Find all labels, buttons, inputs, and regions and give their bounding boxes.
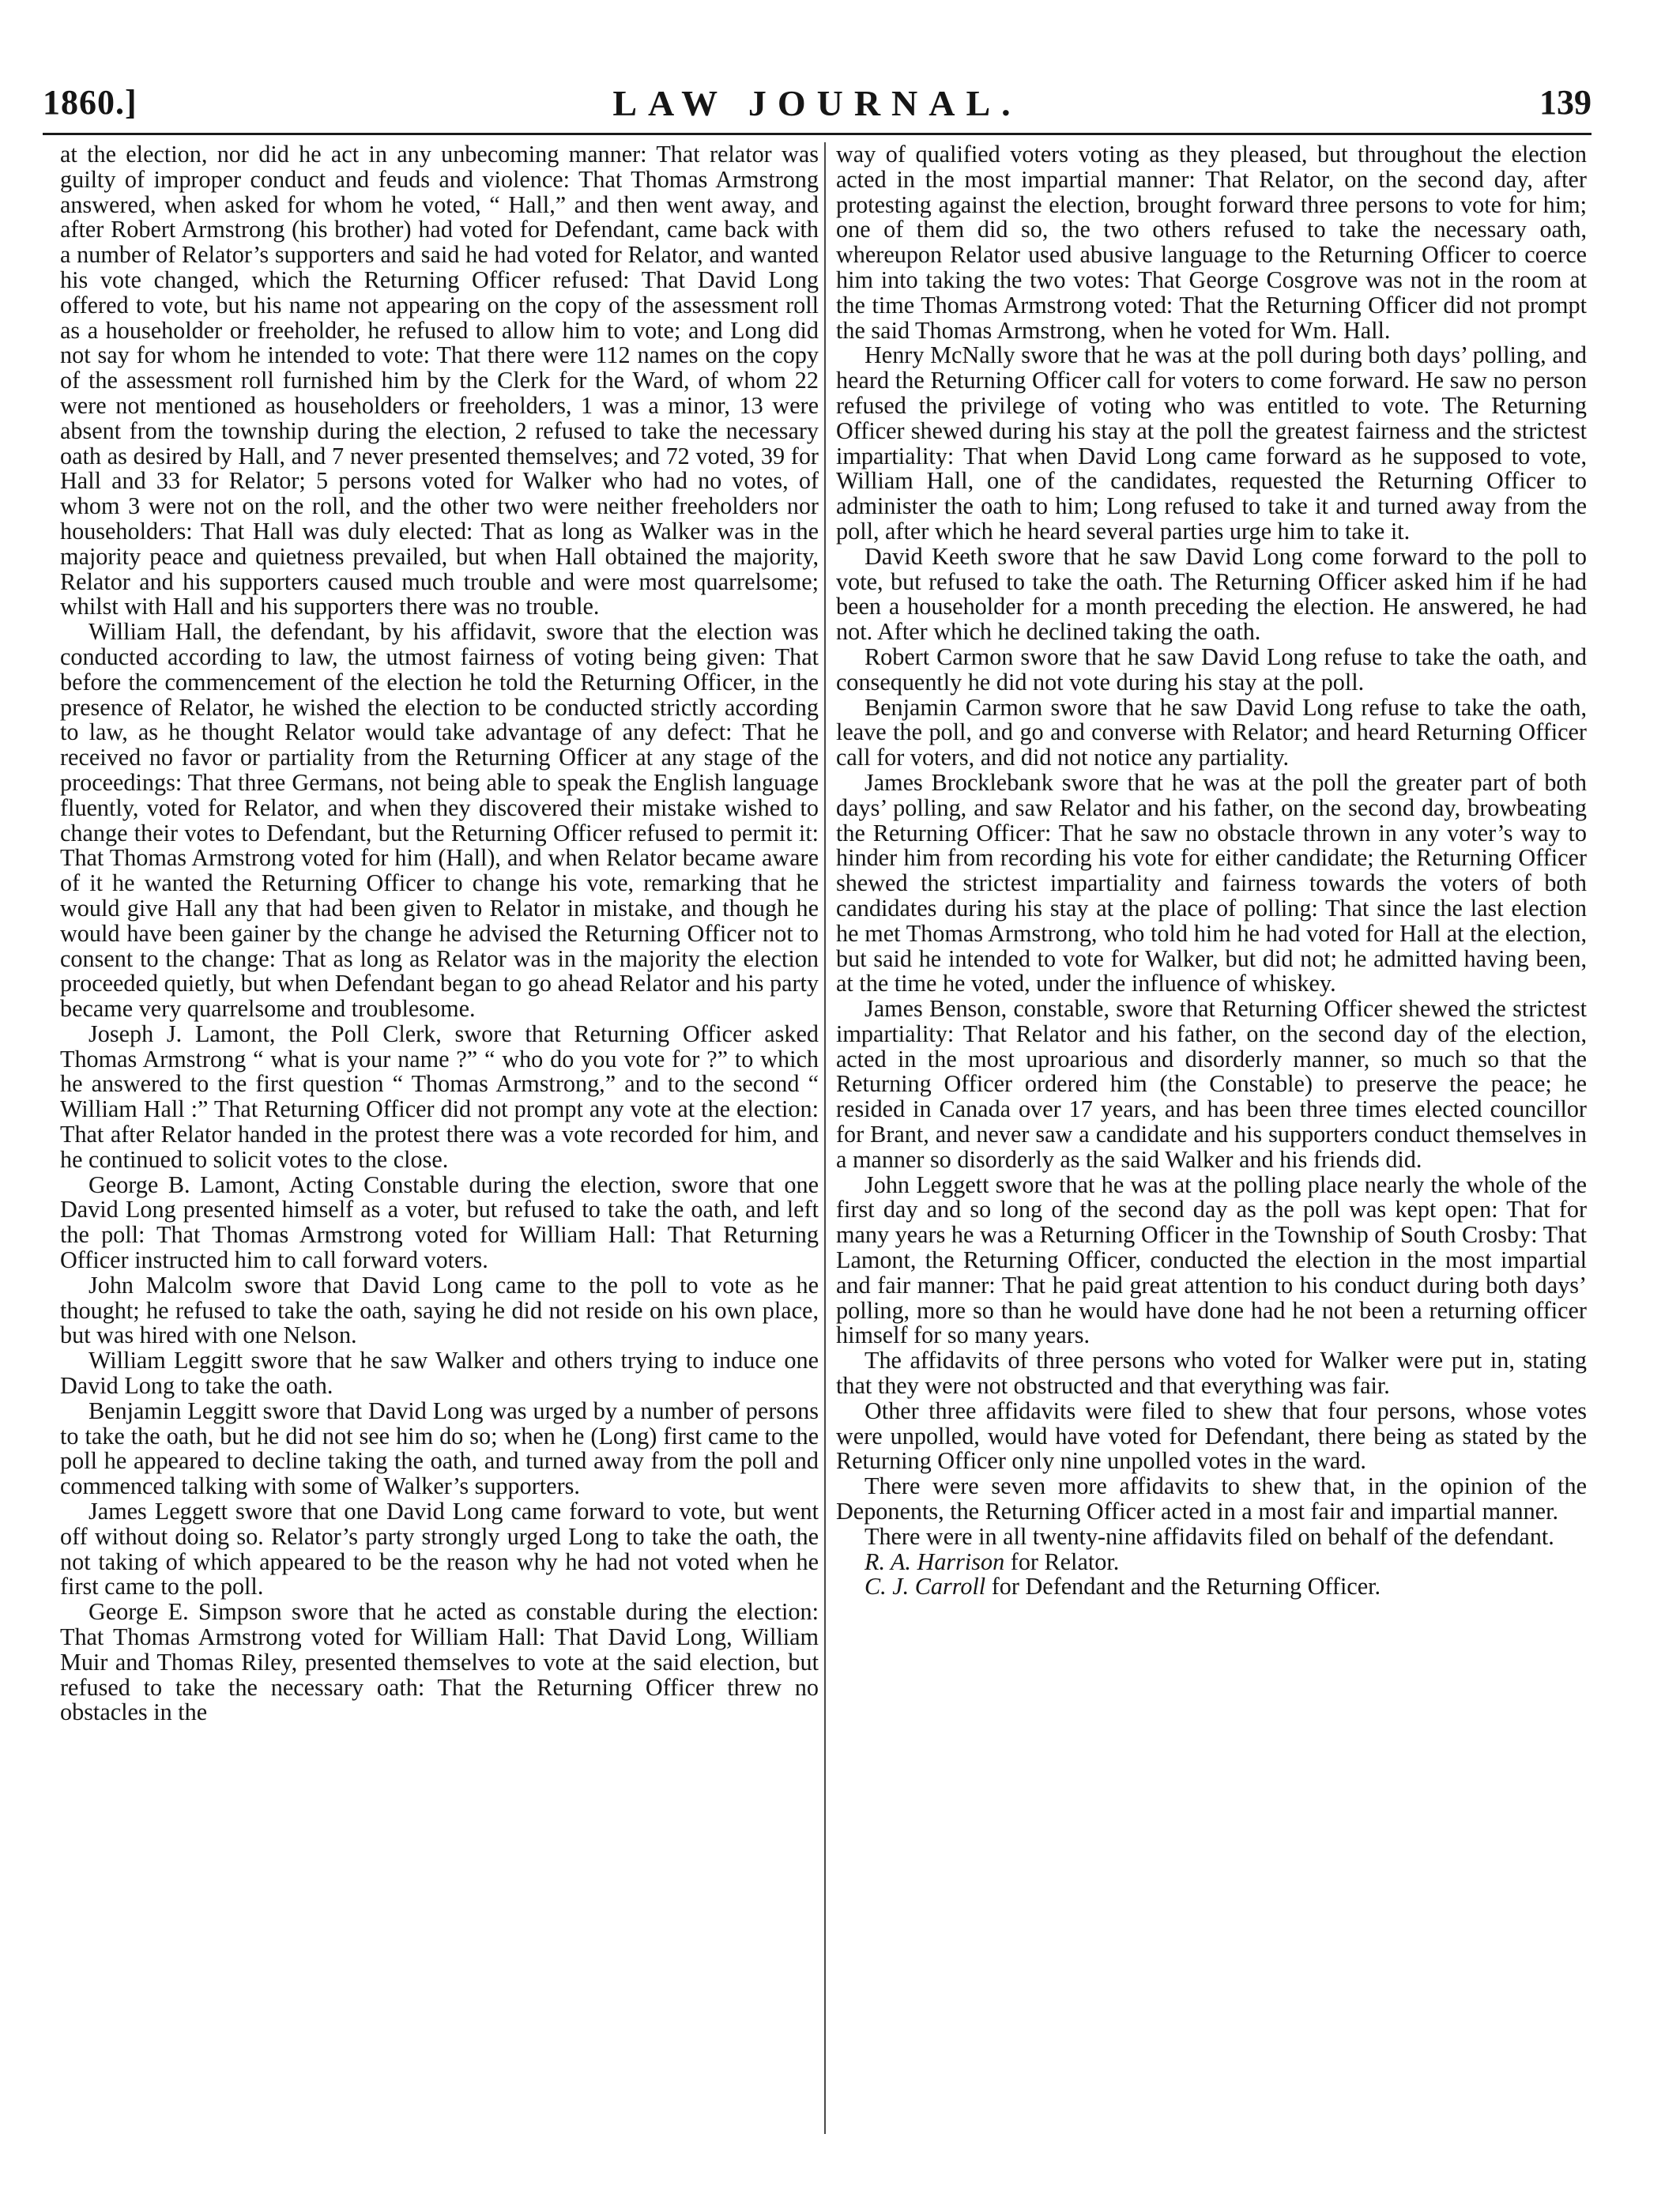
header-year: 1860.]: [43, 83, 137, 122]
right-column: [836, 142, 1587, 2150]
paragraph: Benjamin Leggitt swore that David Long was urged by a number of persons to take the oath, but he did not see him do so; when he (Long) first came to the poll he appeared to decline taking the oath, and turned away from the poll and commenced talking with some of Walker’s supporters.: [60, 1397, 819, 1500]
header-rule: [43, 133, 1591, 135]
paragraph: at the election, nor did he act in any unbecoming manner: That relator was guilty of improper conduct and feuds and violence: That Thomas Armstrong answered, when asked for whom he voted, “ Hall,” and then went away, and after Robert Armstrong (his brother) had voted for Defendant, came back with a number of Relator’s supporters and said he had voted for Relator, and wanted his vote changed, which the Returning Officer refused: That David Long offered to vote, but his name not appearing on the copy of the assessment roll as a householder or freeholder, he refused to allow him to vote; and Long did not say for whom he intended to vote: That there were 112 names on the copy of the assessment roll furnished him by the Clerk for the Ward, of whom 22 were not mentioned as householders or freeholders, 1 was a minor, 13 were absent from the township during the election, 2 refused to take the necessary oath as desired by Hall, and 7 never presented themselves; and 72 voted, 39 for Hall and 33 for Relator; 5 persons voted for Walker who had no votes, of whom 3 were not on the roll, and the other two were neither freeholders nor householders: That Hall was duly elected: That as long as Walker was in the majority peace and quietness prevailed, but when Hall obtained the majority, Relator and his supporters caused much trouble and were most quarrelsome; whilst with Hall and his supporters there was no trouble.: [60, 142, 819, 620]
page-number: 139: [1539, 83, 1591, 122]
paragraph: George E. Simpson swore that he acted as constable during the election: That Thomas Armstrong voted for William Hall: That David Long, William Muir and Thomas Riley, presented themselves to vote at the said election, but refused to take the necessary oath: That the Returning Officer threw no obstacles in the: [60, 1598, 819, 1726]
counsel-name: R. A. Harrison: [864, 1548, 1005, 1575]
paragraph: David Keeth swore that he saw David Long come forward to the poll to vote, but refused to take the oath. The Returning Officer asked him if he had been a householder for a month preceding the election. He answered, he had not. After which he declined taking the oath.: [836, 542, 1587, 646]
paragraph: Robert Carmon swore that he saw David Long refuse to take the oath, and consequently he did not vote during his stay at the poll.: [836, 643, 1587, 696]
paragraph: Benjamin Carmon swore that he saw David Long refuse to take the oath, leave the poll, and go and converse with Relator; and heard Returning Officer call for voters, and did not notice any partiality.: [836, 693, 1587, 771]
paragraph: John Malcolm swore that David Long came to the poll to vote as he thought; he refused to take the oath, saying he did not reside on his own place, but was hired with one Nelson.: [60, 1271, 819, 1349]
counsel-line-defendant: [836, 1574, 1587, 1600]
paragraph: Henry McNally swore that he was at the poll during both days’ polling, and heard the Returning Officer call for voters to come forward. He saw no person refused the privilege of voting who was entitled to vote. The Returning Officer shewed during his stay at the poll the greatest fairness and the strictest impartiality: That when David Long came forward as he supposed to vote, William Hall, one of the candidates, requested the Returning Officer to administer the oath to him; Long refused to take it and turned away from the poll, after which he heard several parties urge him to take it.: [836, 341, 1587, 545]
counsel-role: for Relator.: [1010, 1548, 1120, 1575]
column-divider: [824, 142, 826, 2134]
paragraph: William Leggitt swore that he saw Walker and others trying to induce one David Long to take the oath.: [60, 1347, 819, 1400]
counsel-name: C. J. Carroll: [864, 1573, 986, 1600]
counsel-role: for Defendant and the Returning Officer.: [991, 1573, 1381, 1600]
journal-title: LAW JOURNAL.: [612, 83, 1022, 123]
paragraph: James Brocklebank swore that he was at the poll the greater part of both days’ polling, and saw Relator and his father, on the second day, browbeating the Returning Officer: That he saw no obstacle thrown in any voter’s way to hinder him from recording his vote for either candidate; the Returning Officer shewed the strictest impartiality and fairness towards the voters of both candidates during his stay at the place of polling: That since the last election he met Thomas Armstrong, who told him he had voted for Hall at the election, but said he intended to vote for Walker, but did not; he admitted having been, at the time he voted, under the influence of whiskey.: [836, 768, 1587, 997]
paragraph: Other three affidavits were filed to shew that four persons, whose votes were unpolled, would have voted for Defendant, there being as stated by the Returning Officer only nine unpolled votes in the ward.: [836, 1397, 1587, 1475]
counsel-line-relator: [836, 1550, 1587, 1575]
paragraph: way of qualified voters voting as they pleased, but throughout the election acted in the most impartial manner: That Relator, on the second day, after protesting against the election, brought forward three persons to vote for him; one of them did so, the two others refused to take the necessary oath, whereupon Relator used abusive language to the Returning Officer to coerce him into taking the two votes: That George Cosgrove was not in the room at the time Thomas Armstrong voted: That the Returning Officer did not prompt the said Thomas Armstrong, when he voted for Wm. Hall.: [836, 142, 1587, 344]
paragraph: George B. Lamont, Acting Constable during the election, swore that one David Long presented himself as a voter, but refused to take the oath, and left the poll: That Thomas Armstrong voted for William Hall: That Returning Officer instructed him to call forward voters.: [60, 1171, 819, 1274]
running-header: [43, 82, 1591, 130]
paragraph: There were in all twenty-nine affidavits filed on behalf of the defendant.: [864, 1522, 1554, 1550]
paragraph: James Benson, constable, swore that Returning Officer shewed the strictest impartiality: That Relator and his father, on the second day of the election, acted in the most uproarious and disorderly manner, so much so that the Returning Officer ordered him (the Constable) to preserve the peace; he resided in Canada over 17 years, and has been three times elected councillor for Brant, and never saw a candidate and his supporters conduct themselves in a manner so disorderly as the said Walker and his friends did.: [836, 995, 1587, 1173]
paragraph: William Hall, the defendant, by his affidavit, swore that the election was conducted according to law, the utmost fairness of voting being given: That before the commencement of the election he told the Returning Officer, in the presence of Relator, he wished the election to be conducted strictly according to law, as he thought Relator would take advantage of any defect: That he received no favor or partiality from the Returning Officer at any stage of the proceedings: That three Germans, not being able to speak the English language fluently, voted for Relator, and when they discovered their mistake wished to change their votes to Defendant, but the Returning Officer refused to permit it: That Thomas Armstrong voted for him (Hall), and when Relator became aware of it he wanted the Returning Officer to change his vote, remarking that he would give Hall any that had been given to Relator in mistake, and though he would have been gainer by the change he advised the Returning Officer not to consent to the change: That as long as Relator was in the majority the election proceeded quietly, but when Defendant began to go ahead Relator and his party became very quarrelsome and troublesome.: [60, 618, 819, 1023]
paragraph: James Leggett swore that one David Long came forward to vote, but went off without doing so. Relator’s party strongly urged Long to take the oath, the not taking of which appeared to be the reason why he had not voted when he first came to the poll.: [60, 1498, 819, 1600]
left-column: [60, 142, 819, 2150]
paragraph: The affidavits of three persons who voted for Walker were put in, stating that they were not obstructed and that everything was fair.: [836, 1347, 1587, 1400]
paragraph: There were seven more affidavits to shew that, in the opinion of the Deponents, the Returning Officer acted in a most fair and impartial manner.: [836, 1472, 1587, 1525]
paragraph: Joseph J. Lamont, the Poll Clerk, swore that Returning Officer asked Thomas Armstrong “ what is your name ?” “ who do you vote for ?” to which he answered to the first question “ Thomas Armstrong,” and to the second “ William Hall :” That Returning Officer did not prompt any vote at the election: That after Relator handed in the protest there was a vote recorded for him, and he continued to solicit votes to the close.: [60, 1020, 819, 1173]
paragraph: John Leggett swore that he was at the polling place nearly the whole of the first day and so long of the second day as the poll was kept open: That for many years he was a Returning Officer in the Township of South Crosby: That Lamont, the Returning Officer, conducted the election in the most impartial and fair manner: That he paid great attention to his conduct during both days’ polling, more so than he would have done had he not been a returning officer himself for so many years.: [836, 1171, 1587, 1349]
